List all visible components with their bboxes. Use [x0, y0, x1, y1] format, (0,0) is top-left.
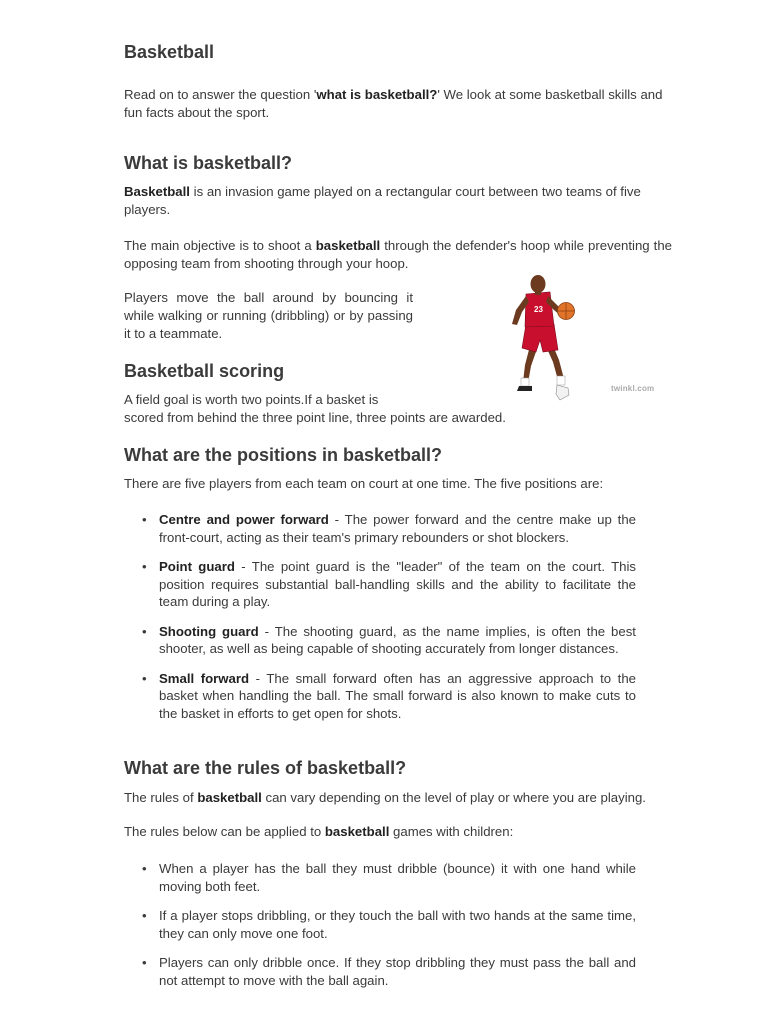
- positions-list: [140, 511, 636, 722]
- what-is-p2-end: through the defender's hoop while preventing the opposing team from shooting through your hoop.: [124, 238, 673, 271]
- list-item: [140, 954, 636, 989]
- bullet: •: [142, 908, 147, 923]
- scoring-line-2: scored from behind the three point line, three points are awarded.: [124, 410, 506, 425]
- rule-text: When a player has the ball they must dribble (bounce) it with one hand while moving both feet.: [159, 861, 636, 894]
- bullet: •: [142, 512, 147, 527]
- rules-paragraph-2: [124, 823, 672, 841]
- bullet: •: [142, 623, 147, 639]
- rules-paragraph-1: [124, 789, 684, 807]
- player-shoe-back: [517, 386, 532, 391]
- what-is-paragraph-3: Players move the ball around by bouncing it while walking or running (dribbling) or by passing it to a teammate.: [124, 290, 413, 341]
- what-is-paragraph-2: [124, 237, 672, 273]
- rules-p1-bold: basketball: [197, 790, 262, 805]
- position-description: - The power forward and the centre make up the front-court, acting as their team's primary rebounders or shot blockers.: [159, 512, 636, 545]
- list-item: [140, 907, 636, 942]
- positions-intro: There are five players from each team on court at one time. The five positions are:: [124, 476, 604, 491]
- what-is-p2-bold: basketball: [315, 238, 381, 253]
- player-sock-front: [557, 376, 565, 385]
- bullet: •: [142, 861, 147, 876]
- intro-paragraph: [124, 86, 672, 122]
- position-name: Small forward: [159, 670, 250, 686]
- list-item: [140, 511, 636, 546]
- player-shoe-front: [556, 385, 569, 400]
- scoring-line-1: A field goal is worth two points.If a basket is: [124, 392, 379, 407]
- position-description: - The shooting guard, as the name implies, is often the best shooter, as well as being capable of shooting accurately from longer distances.: [159, 623, 636, 656]
- rules-p2-start: The rules below can be applied to: [124, 824, 325, 839]
- what-is-bold-term: Basketball: [124, 184, 190, 199]
- player-shorts: [522, 324, 558, 352]
- heading-positions: What are the positions in basketball?: [124, 445, 443, 465]
- page-title: Basketball: [124, 42, 215, 62]
- heading-basketball-scoring: Basketball scoring: [124, 361, 285, 381]
- position-name: Shooting guard: [159, 623, 259, 639]
- list-item: [140, 670, 636, 723]
- position-description: - The point guard is the "leader" of the team on the court. This position requires substantial ball-handling skills and the ability to facilitate the team during a play.: [159, 559, 636, 609]
- twinkl-watermark: twinkl.com: [611, 384, 655, 393]
- intro-text-end: ' We look at some basketball skills and fun facts about the sport.: [124, 87, 663, 120]
- rule-text: Players can only dribble once. If they stop dribbling they must pass the ball and not attempt to move with the ball again.: [159, 955, 636, 988]
- bullet: •: [142, 559, 147, 574]
- player-jersey-number: 23: [534, 305, 543, 314]
- position-name: Point guard: [159, 559, 235, 574]
- bullet: •: [142, 955, 147, 970]
- rules-p2-bold: basketball: [324, 824, 390, 839]
- heading-what-is-basketball: What is basketball?: [124, 153, 293, 173]
- rules-p1-end: can vary depending on the level of play or where you are playing.: [261, 790, 646, 805]
- list-item: [140, 860, 636, 895]
- intro-text-start: Read on to answer the question ': [124, 87, 317, 102]
- what-is-paragraph-1: [124, 183, 672, 219]
- bullet: •: [142, 670, 147, 686]
- rules-p2-end: games with children:: [389, 824, 514, 839]
- rules-p1-start: The rules of: [124, 790, 198, 805]
- position-name: Centre and power forward: [159, 512, 329, 527]
- rules-list: [140, 860, 636, 989]
- position-description: - The small forward often has an aggressive approach to the basket when handling the ball. The small forward is also known to make cuts to the basket in efforts to get open for shots.: [159, 670, 636, 721]
- what-is-p2-start: The main objective is to shoot a: [124, 238, 316, 253]
- what-is-p1-text: is an invasion game played on a rectangular court between two teams of five players.: [124, 184, 641, 217]
- list-item: [140, 623, 636, 658]
- list-item: [140, 558, 636, 611]
- heading-rules: What are the rules of basketball?: [124, 758, 407, 778]
- player-head: [531, 275, 546, 293]
- rule-text: If a player stops dribbling, or they touch the ball with two hands at the same time, they can only move one foot.: [159, 908, 636, 941]
- player-neck: [535, 291, 541, 295]
- player-sock-back: [521, 378, 529, 386]
- intro-bold-question: what is basketball?: [316, 87, 438, 102]
